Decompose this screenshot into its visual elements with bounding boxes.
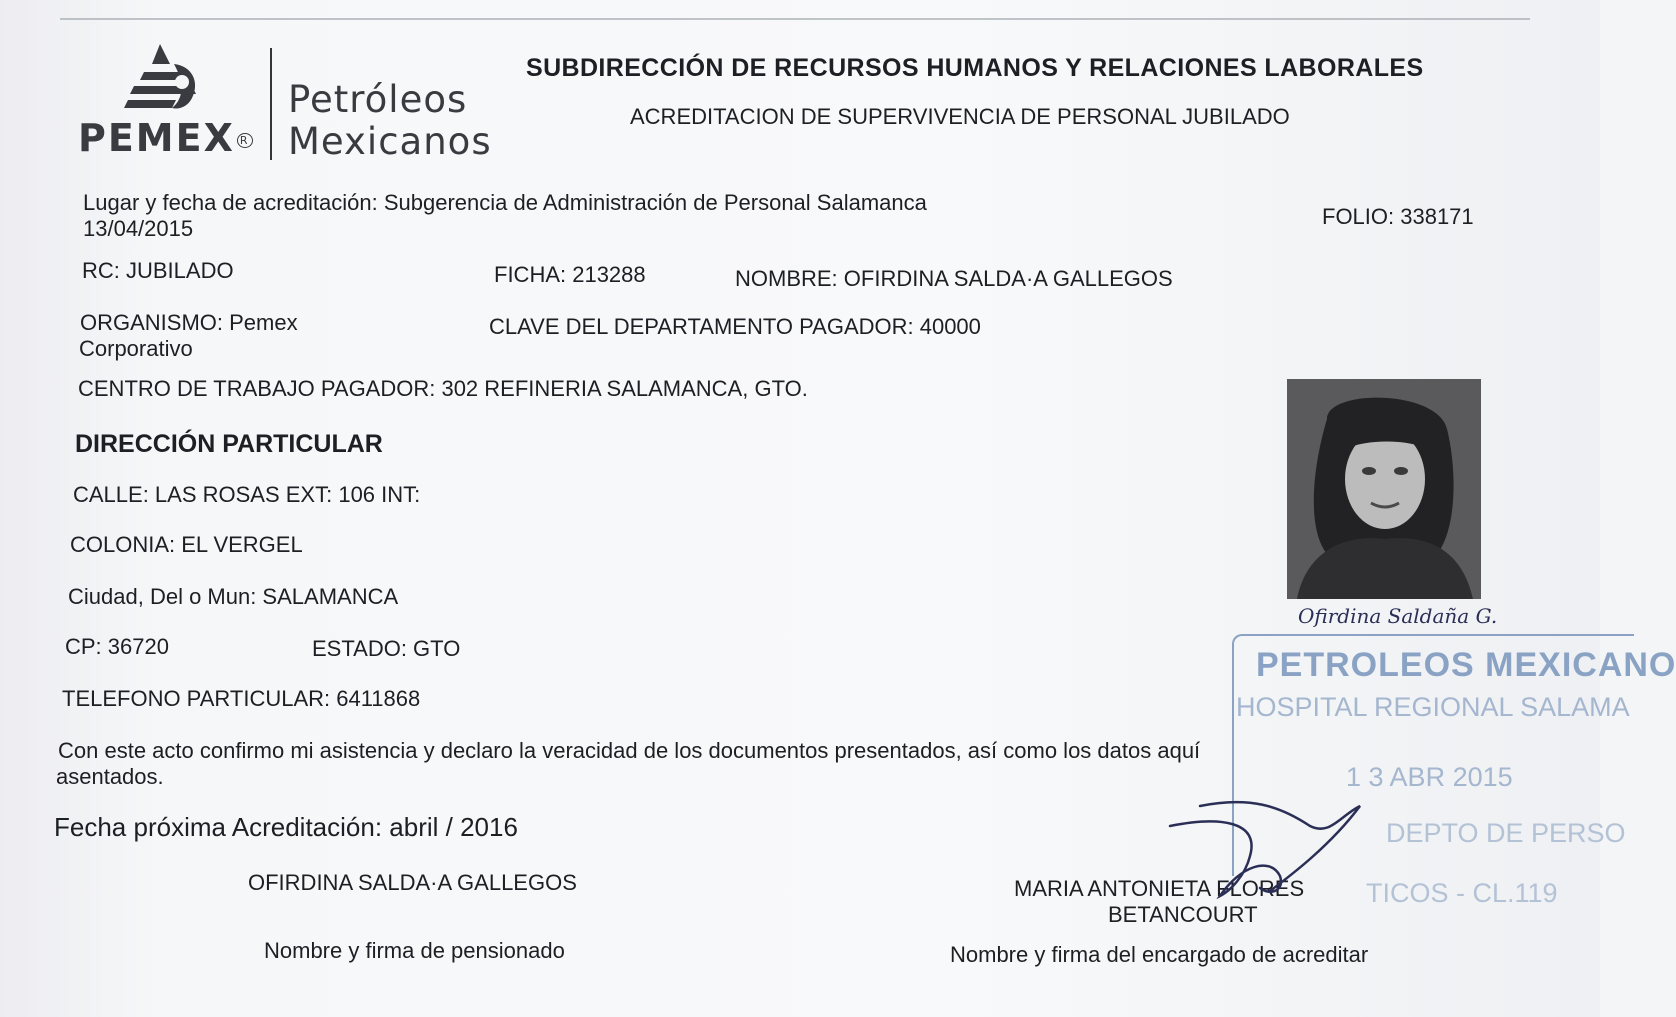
- pensioner-photo: [1287, 379, 1481, 599]
- stamp-date: 1 3 ABR 2015: [1346, 762, 1513, 792]
- pemex-eagle-icon: [122, 42, 202, 114]
- lugar-fecha: Lugar y fecha de acreditación: Subgerencia de Administración de Personal Salamanca: [83, 190, 927, 215]
- ciudad-field: Ciudad, Del o Mun: SALAMANCA: [68, 584, 399, 609]
- logo-line-1: Petróleos: [288, 78, 468, 121]
- estado-field: ESTADO: GTO: [312, 636, 461, 661]
- declaration-line-2: asentados.: [56, 764, 164, 789]
- colonia-field: COLONIA: EL VERGEL: [70, 532, 303, 557]
- rc-field: RC: JUBILADO: [82, 258, 234, 283]
- organismo-field-cont: Corporativo: [79, 336, 193, 361]
- nombre-field: NOMBRE: OFIRDINA SALDA·A GALLEGOS: [735, 266, 1173, 291]
- fecha-acreditacion: 13/04/2015: [83, 216, 194, 241]
- encargado-signature: [1160, 796, 1400, 916]
- ficha-field: FICHA: 213288: [494, 262, 646, 287]
- document-title: SUBDIRECCIÓN DE RECURSOS HUMANOS Y RELACIONES LABORALES: [526, 54, 1424, 82]
- logo-line-2: Mexicanos: [288, 120, 492, 163]
- organismo-field: ORGANISMO: Pemex: [80, 310, 298, 335]
- stamp-line-5: TICOS - CL.119: [1366, 878, 1558, 908]
- stamp-line-2: HOSPITAL REGIONAL SALAMA: [1236, 692, 1630, 722]
- telefono-field: TELEFONO PARTICULAR: 6411868: [62, 686, 421, 711]
- centro-field: CENTRO DE TRABAJO PAGADOR: 302 REFINERIA SALAMANCA, GTO.: [78, 376, 808, 401]
- encargado-name-line-1: MARIA ANTONIETA FLORES: [1014, 876, 1305, 901]
- logo-divider: [270, 48, 272, 160]
- stamp-line-1: PETROLEOS MEXICANO: [1256, 646, 1676, 684]
- declaration-line-1: Con este acto confirmo mi asistencia y declaro la veracidad de los documentos presentados, así como los datos aquí: [58, 738, 1201, 763]
- folio: FOLIO: 338171: [1322, 204, 1474, 229]
- calle-field: CALLE: LAS ROSAS EXT: 106 INT:: [73, 482, 421, 507]
- next-accreditation: Fecha próxima Acreditación: abril / 2016: [54, 812, 518, 842]
- pemex-wordmark: PEMEX R: [78, 116, 253, 160]
- address-heading: DIRECCIÓN PARTICULAR: [75, 430, 383, 458]
- cp-field: CP: 36720: [65, 634, 169, 659]
- pensionado-caption: Nombre y firma de pensionado: [264, 938, 565, 963]
- photo-signature: Ofirdina Saldaña G.: [1298, 604, 1498, 628]
- portrait-image: [1287, 379, 1481, 599]
- encargado-caption: Nombre y firma del encargado de acreditar: [950, 942, 1369, 967]
- encargado-name-line-2: BETANCOURT: [1108, 902, 1258, 927]
- top-rule: [60, 18, 1530, 20]
- pensionado-name: OFIRDINA SALDA·A GALLEGOS: [248, 870, 577, 895]
- document-subtitle: ACREDITACION DE SUPERVIVENCIA DE PERSONAL JUBILADO: [630, 104, 1290, 129]
- clave-field: CLAVE DEL DEPARTAMENTO PAGADOR: 40000: [489, 314, 981, 339]
- stamp-line-4: DEPTO DE PERSO: [1386, 818, 1626, 848]
- pemex-logo: [78, 42, 498, 172]
